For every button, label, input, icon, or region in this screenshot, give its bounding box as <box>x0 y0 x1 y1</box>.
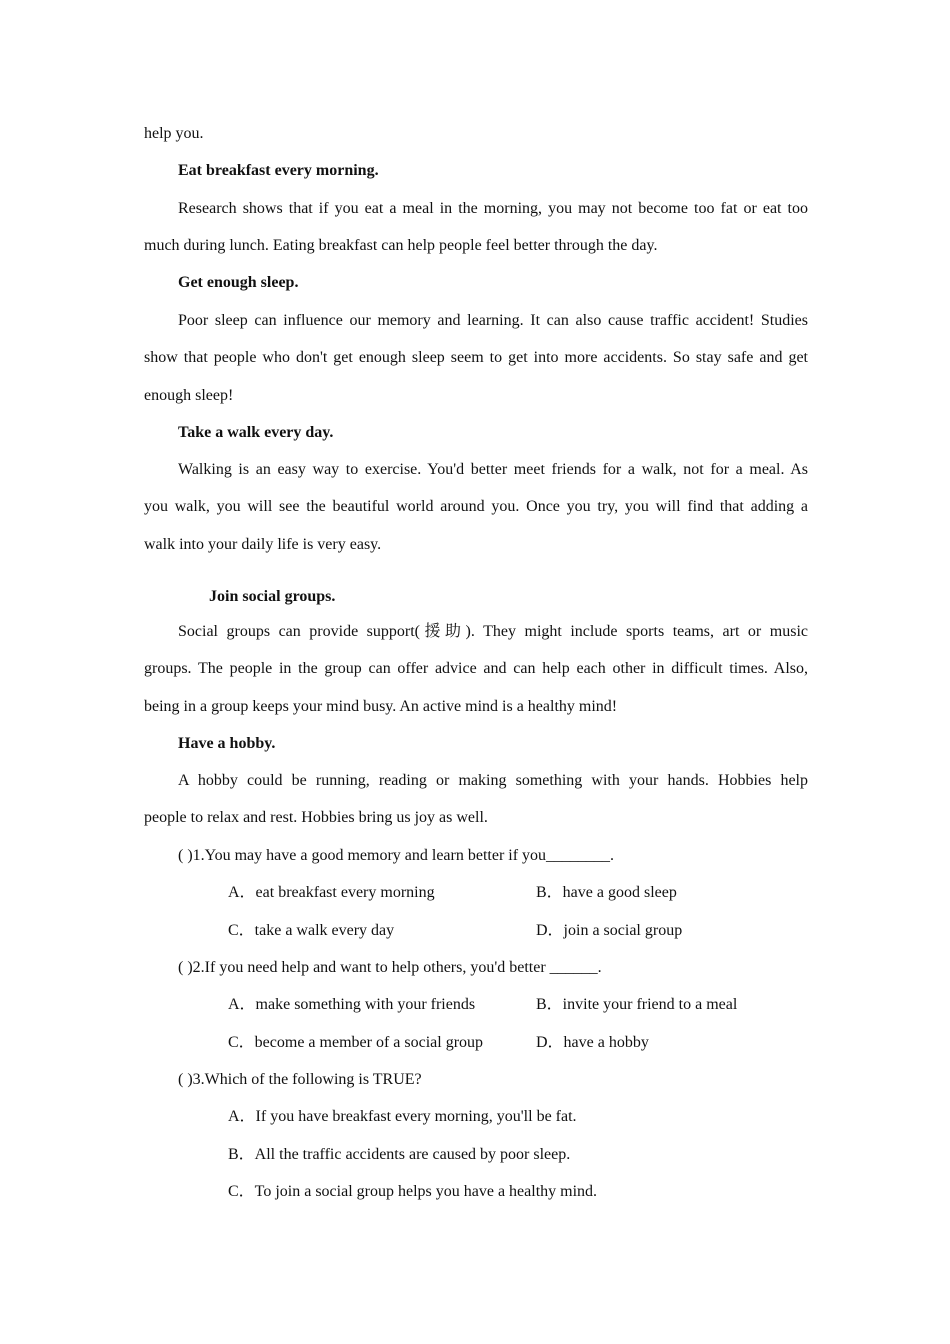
paragraph-line: much during lunch. Eating breakfast can help people feel better through the day. <box>144 237 658 254</box>
question-2-option-d: D．have a hobby <box>536 1034 649 1051</box>
paragraph-line: groups. The people in the group can offer advice and can help each other in difficult times. Also, <box>144 660 808 677</box>
question-2-option-a: A．make something with your friends <box>228 996 476 1013</box>
section-heading-walk: Take a walk every day. <box>178 424 334 441</box>
paragraph-line: enough sleep! <box>144 387 234 404</box>
paragraph-line: people to relax and rest. Hobbies bring us joy as well. <box>144 809 488 826</box>
intro-tail: help you. <box>144 125 204 142</box>
section-heading-hobby: Have a hobby. <box>178 735 276 752</box>
paragraph-line: Research shows that if you eat a meal in the morning, you may not become too fat or eat too <box>178 200 808 217</box>
paragraph-line: Walking is an easy way to exercise. You'd better meet friends for a walk, not for a meal. As <box>178 461 808 478</box>
question-1-option-b: B．have a good sleep <box>536 884 677 901</box>
paragraph-line: Social groups can provide support(援助). They might include sports teams, art or music <box>178 623 808 640</box>
paragraph-line: Poor sleep can influence our memory and learning. It can also cause traffic accident! Studies <box>178 312 808 329</box>
section-heading-sleep: Get enough sleep. <box>178 274 299 291</box>
question-1-option-c: C．take a walk every day <box>228 922 395 939</box>
question-3-option-c: C．To join a social group helps you have a healthy mind. <box>228 1183 598 1200</box>
question-1-option-a: A．eat breakfast every morning <box>228 884 435 901</box>
paragraph-line: walk into your daily life is very easy. <box>144 536 382 553</box>
section-heading-social: Join social groups. <box>209 588 336 605</box>
question-3-stem: ( )3.Which of the following is TRUE? <box>178 1071 422 1088</box>
section-heading-breakfast: Eat breakfast every morning. <box>178 162 379 179</box>
question-3-option-a: A．If you have breakfast every morning, you'll be fat. <box>228 1108 577 1125</box>
question-2-option-b: B．invite your friend to a meal <box>536 996 738 1013</box>
question-3-option-b: B．All the traffic accidents are caused by poor sleep. <box>228 1146 571 1163</box>
paragraph-line: you walk, you will see the beautiful world around you. Once you try, you will find that adding a <box>144 498 808 515</box>
question-1-option-d: D．join a social group <box>536 922 683 939</box>
paragraph-line: show that people who don't get enough sleep seem to get into more accidents. So stay safe and get <box>144 349 808 366</box>
paragraph-line: being in a group keeps your mind busy. An active mind is a healthy mind! <box>144 698 618 715</box>
question-1-stem: ( )1.You may have a good memory and learn better if you________. <box>178 847 615 864</box>
question-2-stem: ( )2.If you need help and want to help others, you'd better ______. <box>178 959 602 976</box>
paragraph-line: A hobby could be running, reading or making something with your hands. Hobbies help <box>178 772 808 789</box>
question-2-option-c: C．become a member of a social group <box>228 1034 484 1051</box>
